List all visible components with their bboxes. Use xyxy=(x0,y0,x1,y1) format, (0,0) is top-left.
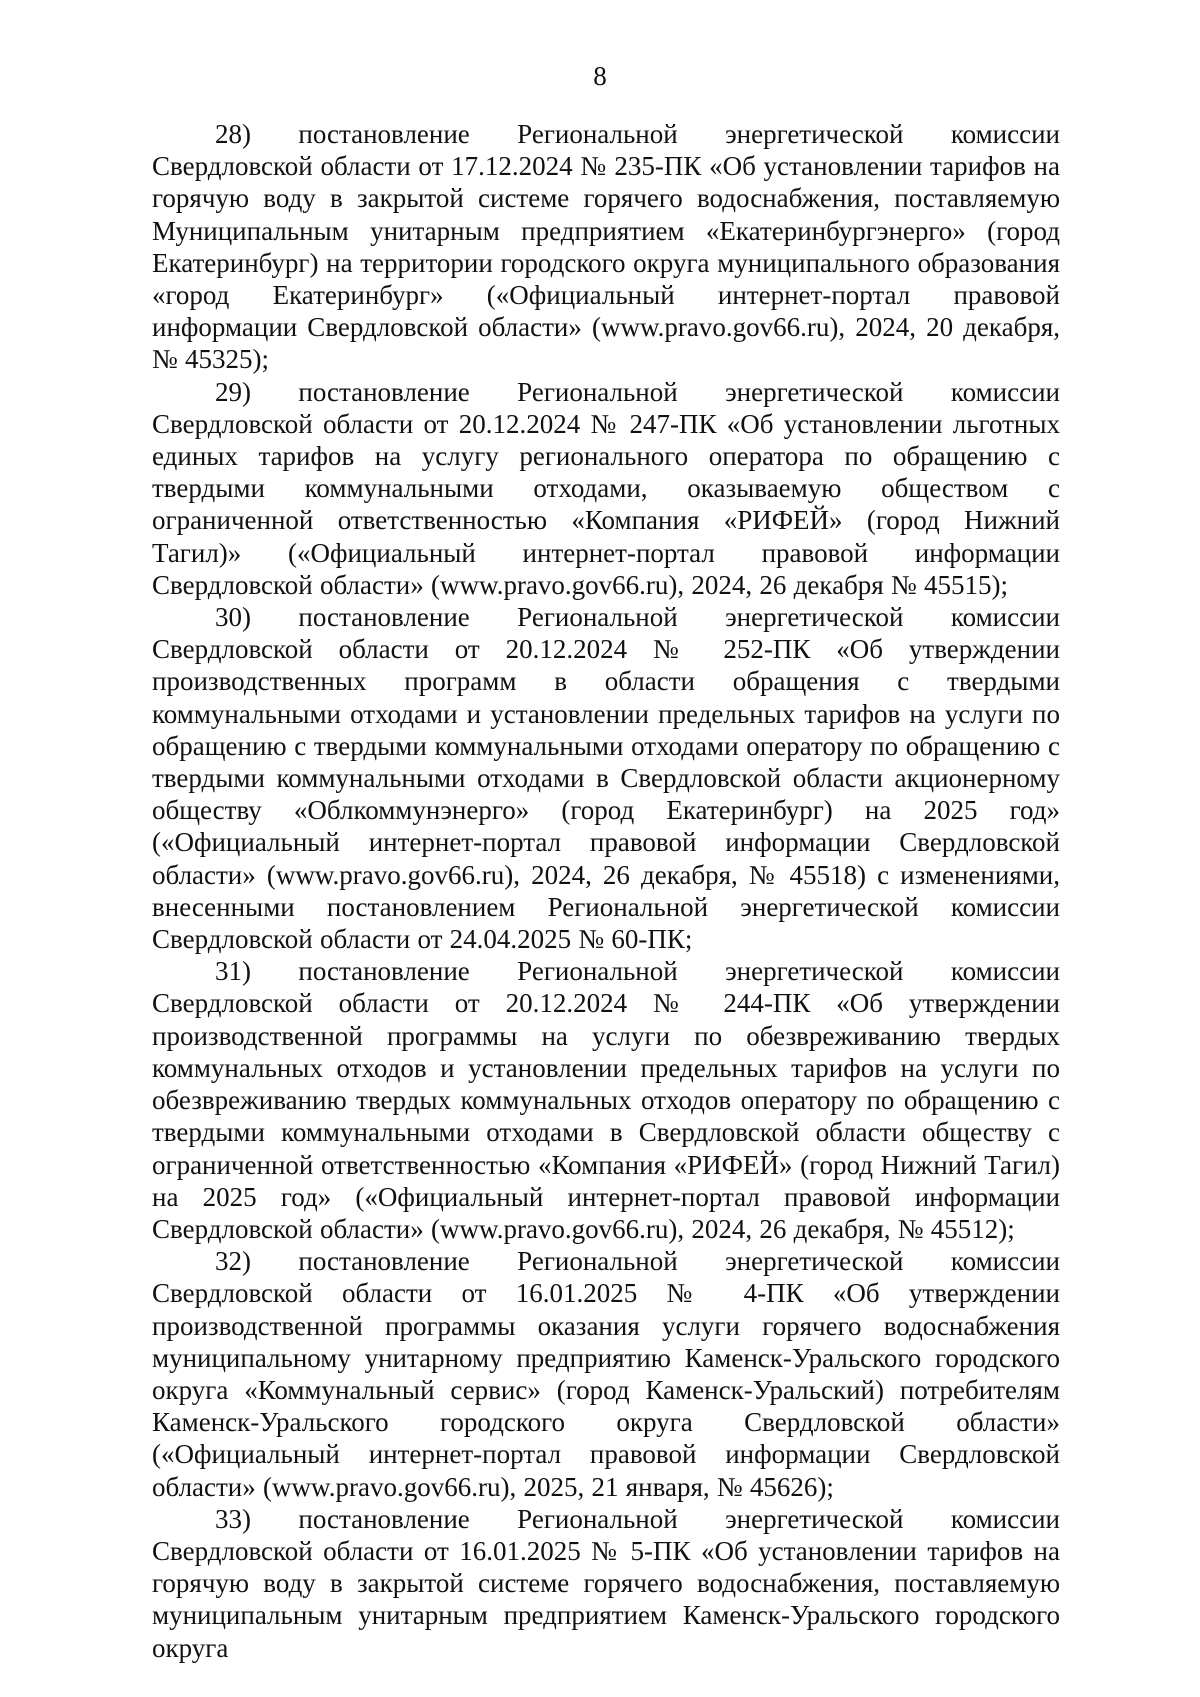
item-number: 32) xyxy=(215,1246,251,1277)
list-item-32 xyxy=(152,1245,1060,1503)
item-number: 33) xyxy=(215,1503,251,1534)
document-body xyxy=(152,118,1060,1664)
list-item-33 xyxy=(152,1503,1060,1664)
item-text: постановление Региональной энергетической комиссии Свердловской области от 20.12.2024 № 247-ПК «Об установлении льготных единых тарифов на услугу регионального оператора по обращению с твердыми коммунальными отходами, оказываемую обществом с ограниченной ответственностью «Компания «РИФЕЙ» (город Нижний Тагил)» («Официальный интернет-портал правовой информации Свердловской области» (www.pravo.gov66.ru), 2024, 26 декабря № 45515); xyxy=(152,376,1060,600)
list-item-28 xyxy=(152,118,1060,376)
item-text: постановление Региональной энергетической комиссии Свердловской области от 16.01.2025 № 5-ПК «Об установлении тарифов на горячую воду в закрытой системе горячего водоснабжения, поставляемую муниципальным унитарным предприятием Каменск-Уральского городского округа xyxy=(152,1503,1060,1663)
item-text: постановление Региональной энергетической комиссии Свердловской области от 20.12.2024 № 252-ПК «Об утверждении производственных программ в области обращения с твердыми коммунальными отходами и установлении предельных тарифов на услуги по обращению с твердыми коммунальными отходами оператору по обращению с твердыми коммунальными отходами в Свердловской области акционерному обществу «Облкоммунэнерго» (город Екатеринбург) на 2025 год» («Официальный интернет-портал правовой информации Свердловской области» (www.pravo.gov66.ru), 2024, 26 декабря, № 45518) с изменениями, внесенными постановлением Региональной энергетической комиссии Свердловской области от 24.04.2025 № 60-ПК; xyxy=(152,602,1060,955)
list-item-30 xyxy=(152,601,1060,955)
item-number: 28) xyxy=(215,119,251,149)
item-text: постановление Региональной энергетической комиссии Свердловской области от 17.12.2024 № 235-ПК «Об установлении тарифов на горячую воду в закрытой системе горячего водоснабжения, поставляемую Муниципальным унитарным предприятием «Екатеринбургэнерго» (город Екатеринбург) на территории городского округа муниципального образования «город Екатеринбург» («Официальный интернет-портал правовой информации Свердловской области» (www.pravo.gov66.ru), 2024, 20 декабря, № 45325); xyxy=(152,119,1060,375)
list-item-31 xyxy=(152,955,1060,1245)
page-number: 8 xyxy=(593,61,607,91)
item-number: 31) xyxy=(215,956,251,987)
list-item-29 xyxy=(152,376,1060,601)
item-number: 29) xyxy=(215,376,251,407)
item-text: постановление Региональной энергетической комиссии Свердловской области от 16.01.2025 № 4-ПК «Об утверждении производственной программы оказания услуги горячего водоснабжения муниципальному унитарному предприятию Каменск-Уральского городского округа «Коммунальный сервис» (город Каменск-Уральский) потребителям Каменск-Уральского городского округа Свердловской области» («Официальный интернет-портал правовой информации Свердловской области» (www.pravo.gov66.ru), 2025, 21 января, № 45626); xyxy=(152,1246,1060,1502)
item-text: постановление Региональной энергетической комиссии Свердловской области от 20.12.2024 № 244-ПК «Об утверждении производственной программы на услуги по обезвреживанию твердых коммунальных отходов и установлении предельных тарифов на услуги по обезвреживанию твердых коммунальных отходов оператору по обращению с твердыми коммунальными отходами в Свердловской области обществу с ограниченной ответственностью «Компания «РИФЕЙ» (город Нижний Тагил) на 2025 год» («Официальный интернет-портал правовой информации Свердловской области» (www.pravo.gov66.ru), 2024, 26 декабря, № 45512); xyxy=(152,956,1060,1244)
item-number: 30) xyxy=(215,602,251,633)
